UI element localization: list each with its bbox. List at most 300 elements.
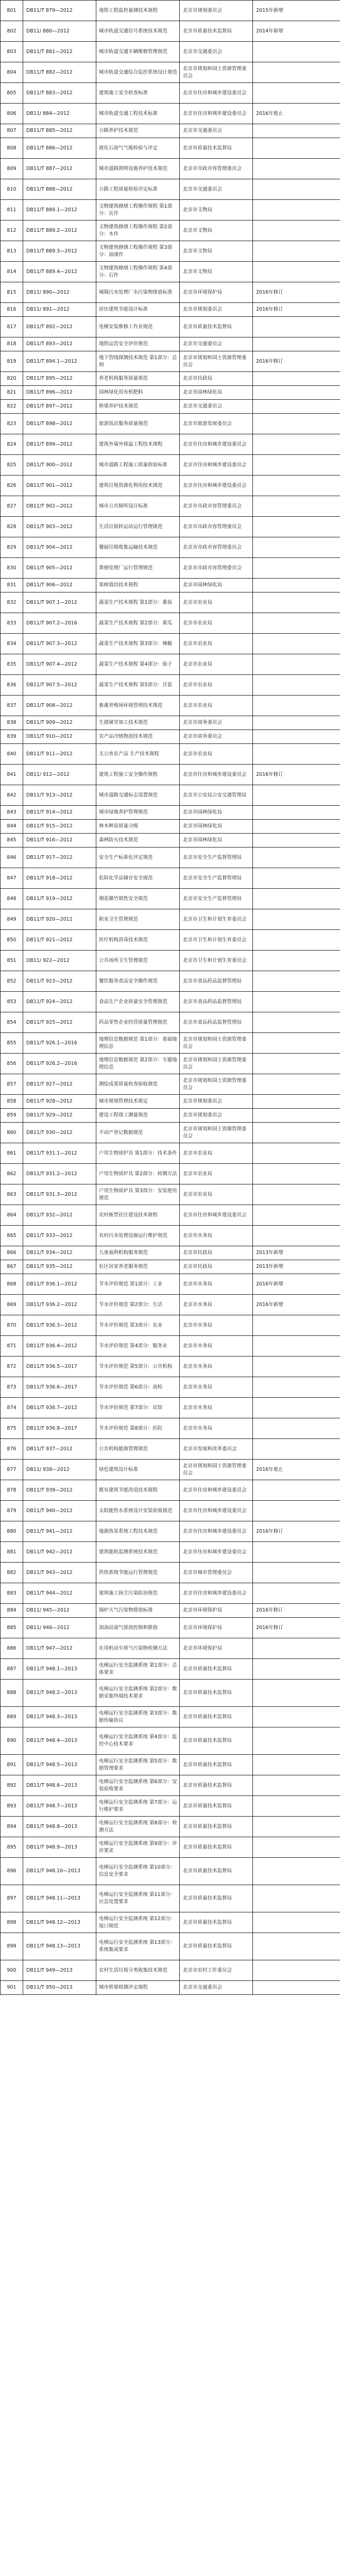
standard-title: 电梯运行安全监测系统 第6部分：安装验收要求 — [96, 1775, 180, 1796]
standard-title: 城市道路工程施工质量检验标准 — [96, 455, 180, 476]
table-row — [1, 1796, 340, 1817]
standard-title: 户用生物质炉具 第3部分：安装使用规范 — [96, 1184, 180, 1205]
standard-code: DB11/T 889.2—2012 — [23, 221, 96, 241]
standard-code: DB11/T 892—2012 — [23, 317, 96, 337]
standard-code: DB11/T 907.3—2012 — [23, 634, 96, 654]
standard-title: 节水评价规范 第2部分：生活 — [96, 1295, 180, 1315]
responsible-department: 北京市环境保护局 — [180, 1618, 253, 1638]
responsible-department: 北京市卫生和计划生育委员会 — [180, 909, 253, 930]
table-row — [1, 386, 340, 400]
standard-code: DB11/T 936.8—2017 — [23, 1418, 96, 1439]
standard-code: DB11/T 926.1—2016 — [23, 1033, 96, 1054]
seq-number: 900 — [1, 1960, 23, 1981]
responsible-department: 北京市民政局 — [180, 1246, 253, 1260]
standard-code: DB11/T 895—2012 — [23, 372, 96, 386]
remark — [253, 951, 340, 971]
table-row — [1, 675, 340, 696]
table-row — [1, 496, 340, 517]
standard-code: DB11/T 889.3—2012 — [23, 241, 96, 262]
seq-number: 819 — [1, 351, 23, 372]
seq-number: 854 — [1, 1012, 23, 1033]
standard-title: 地铁运营安全评价规范 — [96, 337, 180, 351]
standard-code: DB11/ 946—2012 — [23, 1618, 96, 1638]
responsible-department: 北京市质量技术监督局 — [180, 1727, 253, 1755]
remark — [253, 634, 340, 654]
remark — [253, 868, 340, 889]
standard-code: DB11/T 948.2—2013 — [23, 1680, 96, 1707]
standard-title: 建筑垃圾资源化利用技术规范 — [96, 476, 180, 496]
standard-title: 建筑能耗监测系统技术规范 — [96, 1542, 180, 1563]
standard-code: DB11/T 924—2012 — [23, 992, 96, 1012]
remark — [253, 1184, 340, 1205]
seq-number: 839 — [1, 730, 23, 744]
standard-title: 无公害农产品 生产技术规程 — [96, 744, 180, 765]
seq-number: 852 — [1, 971, 23, 992]
seq-number: 837 — [1, 696, 23, 716]
remark — [253, 730, 340, 744]
standard-title: 建筑施工安全检查标准 — [96, 83, 180, 104]
standard-code: DB11/T 921—2012 — [23, 930, 96, 951]
table-row — [1, 1727, 340, 1755]
responsible-department: 北京市农业局 — [180, 592, 253, 613]
responsible-department: 北京市农业局 — [180, 1164, 253, 1184]
standard-code: DB11/T 907.1—2012 — [23, 592, 96, 613]
table-row — [1, 1638, 340, 1659]
table-row — [1, 1755, 340, 1775]
standard-title: 蔬菜生产技术规程 第4部分：茄子 — [96, 654, 180, 675]
seq-number: 806 — [1, 104, 23, 124]
responsible-department: 北京市交通委员会 — [180, 124, 253, 138]
seq-number: 884 — [1, 1604, 23, 1618]
remark: 2014年新增 — [253, 21, 340, 42]
seq-number: 831 — [1, 579, 23, 592]
standard-title: 电梯安装维修工作业规范 — [96, 317, 180, 337]
seq-number: 832 — [1, 592, 23, 613]
standard-title: 电梯运行安全监测系统 第11部分：应急处置要求 — [96, 1885, 180, 1912]
standard-code: DB11/T 908—2012 — [23, 696, 96, 716]
standard-code: DB11/T 889.4—2012 — [23, 262, 96, 282]
responsible-department: 北京市住房和城乡建设委员会 — [180, 765, 253, 785]
standard-title: 社区居家养老服务规范 — [96, 1260, 180, 1274]
standard-title: 电梯运行安全监测系统 第3部分：数据传输协议 — [96, 1707, 180, 1727]
table-row — [1, 1618, 340, 1638]
seq-number: 896 — [1, 1858, 23, 1885]
seq-number: 859 — [1, 1109, 23, 1123]
seq-number: 901 — [1, 1981, 23, 1995]
responsible-department: 北京市住房和城乡建设委员会 — [180, 1205, 253, 1226]
remark — [253, 372, 340, 386]
remark — [253, 1143, 340, 1164]
seq-number: 862 — [1, 1164, 23, 1184]
table-row — [1, 337, 340, 351]
responsible-department: 北京市园林绿化局 — [180, 386, 253, 400]
standard-code: DB11/T 948.4—2013 — [23, 1727, 96, 1755]
table-row — [1, 1501, 340, 1521]
table-row — [1, 1418, 340, 1439]
remark — [253, 1858, 340, 1885]
standard-code: DB11/T 929—2012 — [23, 1109, 96, 1123]
standard-title: 加油站油气排放控制和限值 — [96, 1618, 180, 1638]
table-row — [1, 889, 340, 909]
standard-title: 测绘成果质量检查验收规范 — [96, 1074, 180, 1095]
remark — [253, 1398, 340, 1418]
standard-code: DB11/T 949—2013 — [23, 1960, 96, 1981]
seq-number: 856 — [1, 1054, 23, 1074]
seq-number: 824 — [1, 434, 23, 455]
standard-code: DB11/T 936.2—2012 — [23, 1295, 96, 1315]
seq-number: 866 — [1, 1246, 23, 1260]
table-row — [1, 517, 340, 537]
standard-title: 文物建筑修缮工程操作规程 第3部分：油漆作 — [96, 241, 180, 262]
remark — [253, 434, 340, 455]
standard-title: 文物建筑修缮工程操作规程 第4部分：石作 — [96, 262, 180, 282]
standard-title: 电梯运行安全监测系统 第9部分：评价要求 — [96, 1837, 180, 1858]
standard-code: DB11/T 942—2012 — [23, 1542, 96, 1563]
standard-title: 城市轨道交通工程技术标准 — [96, 104, 180, 124]
standard-title: 城市道路照明设施养护技术规范 — [96, 159, 180, 179]
standard-code: DB11/T 907.2—2016 — [23, 613, 96, 634]
responsible-department: 北京市规划和国土资源管理委员会 — [180, 62, 253, 83]
responsible-department: 北京市城市管理委员会 — [180, 1563, 253, 1583]
seq-number: 886 — [1, 1638, 23, 1659]
seq-number: 817 — [1, 317, 23, 337]
standard-title: 危险化学品储存安全规范 — [96, 868, 180, 889]
standard-code: DB11/T 936.3—2012 — [23, 1315, 96, 1336]
table-row — [1, 455, 340, 476]
seq-number: 870 — [1, 1315, 23, 1336]
responsible-department: 北京市水务局 — [180, 1226, 253, 1246]
remark — [253, 1796, 340, 1817]
table-row — [1, 104, 340, 124]
standard-code: DB11/T 939—2012 — [23, 1480, 96, 1501]
remark — [253, 124, 340, 138]
table-row — [1, 558, 340, 579]
responsible-department: 北京市住房和城乡建设委员会 — [180, 1501, 253, 1521]
seq-number: 829 — [1, 537, 23, 558]
table-row — [1, 62, 340, 83]
standard-code: DB11/T 935—2012 — [23, 1260, 96, 1274]
standard-code: DB11/T 881—2012 — [23, 42, 96, 62]
standard-title: 农村新型社区建设技术规程 — [96, 1205, 180, 1226]
standard-code: DB11/ 945—2012 — [23, 1604, 96, 1618]
seq-number: 833 — [1, 613, 23, 634]
standard-code: DB11/T 910—2012 — [23, 730, 96, 744]
responsible-department: 北京市园林绿化局 — [180, 579, 253, 592]
responsible-department: 北京市安全生产监督管理局 — [180, 848, 253, 868]
standard-code: DB11/T 906—2012 — [23, 579, 96, 592]
table-row — [1, 579, 340, 592]
responsible-department: 北京市交通委员会 — [180, 337, 253, 351]
standard-title: 旅游饭店服务质量规范 — [96, 414, 180, 434]
table-row — [1, 806, 340, 820]
remark — [253, 496, 340, 517]
seq-number: 811 — [1, 200, 23, 221]
responsible-department: 北京市市政市容管理委员会 — [180, 496, 253, 517]
seq-number: 834 — [1, 634, 23, 654]
responsible-department: 北京市农业局 — [180, 1143, 253, 1164]
seq-number: 809 — [1, 159, 23, 179]
standard-title: 生活垃圾转运站运行管理规范 — [96, 517, 180, 537]
responsible-department: 北京市规划和国土资源管理委员会 — [180, 1054, 253, 1074]
table-row — [1, 1260, 340, 1274]
standard-title: 城市轨道交通信号系统技术规范 — [96, 21, 180, 42]
table-row — [1, 159, 340, 179]
responsible-department: 北京市住房和城乡建设委员会 — [180, 476, 253, 496]
remark — [253, 337, 340, 351]
standard-title: 建筑施工扬尘污染防治规范 — [96, 1583, 180, 1604]
standard-title: 电梯运行安全监测系统 第1部分：总体要求 — [96, 1659, 180, 1680]
table-row — [1, 372, 340, 386]
responsible-department: 北京市交通委员会 — [180, 42, 253, 62]
standard-title: 供热系统节能运行管理规范 — [96, 1563, 180, 1583]
remark — [253, 1755, 340, 1775]
table-row — [1, 83, 340, 104]
seq-number: 851 — [1, 951, 23, 971]
standard-code: DB11/T 923—2012 — [23, 971, 96, 992]
table-row — [1, 730, 340, 744]
responsible-department: 北京市农业局 — [180, 675, 253, 696]
responsible-department: 北京市环境保护局 — [180, 282, 253, 303]
standard-code: DB11/T 936.6—2017 — [23, 1377, 96, 1398]
remark — [253, 517, 340, 537]
standard-code: DB11/T 930—2012 — [23, 1123, 96, 1143]
standard-code: DB11/T 905—2012 — [23, 558, 96, 579]
responsible-department: 北京市文物局 — [180, 221, 253, 241]
responsible-department: 北京市质量技术监督局 — [180, 1775, 253, 1796]
remark — [253, 1933, 340, 1960]
seq-number: 835 — [1, 654, 23, 675]
remark: 2016年修订 — [253, 1521, 340, 1542]
table-row — [1, 1074, 340, 1095]
standard-code: DB11/T 920—2012 — [23, 909, 96, 930]
responsible-department: 北京市规划和国土资源管理委员会 — [180, 351, 253, 372]
responsible-department: 北京市市政市容管理委员会 — [180, 517, 253, 537]
standard-title: 节水评价规范 第3部分：农业 — [96, 1315, 180, 1336]
standard-title: 烟花爆竹销售安全规范 — [96, 889, 180, 909]
remark — [253, 1095, 340, 1109]
seq-number: 823 — [1, 414, 23, 434]
seq-number: 848 — [1, 889, 23, 909]
standard-title: 节水评价规范 第6部分：高校 — [96, 1377, 180, 1398]
standard-title: 户用生物质炉具 第2部分：检测方法 — [96, 1164, 180, 1184]
seq-number: 820 — [1, 372, 23, 386]
remark — [253, 42, 340, 62]
table-row — [1, 716, 340, 730]
standard-title: 地理信息数据规范 第1部分：基础地理信息 — [96, 1033, 180, 1054]
standard-code: DB11/T 883—2012 — [23, 83, 96, 104]
seq-number: 883 — [1, 1583, 23, 1604]
responsible-department: 北京市住房和城乡建设委员会 — [180, 1480, 253, 1501]
remark — [253, 1817, 340, 1837]
responsible-department: 北京市园林绿化局 — [180, 834, 253, 848]
table-row — [1, 282, 340, 303]
standard-title: 文物建筑修缮工程操作规程 第1部分：瓦作 — [96, 200, 180, 221]
standard-code: DB11/T 936.7—2012 — [23, 1398, 96, 1418]
seq-number: 872 — [1, 1357, 23, 1377]
table-row — [1, 696, 340, 716]
remark — [253, 785, 340, 806]
seq-number: 846 — [1, 848, 23, 868]
seq-number: 893 — [1, 1796, 23, 1817]
seq-number: 804 — [1, 62, 23, 83]
standard-code: DB11/T 888—2012 — [23, 179, 96, 200]
remark: 2013年新增 — [253, 1246, 340, 1260]
standard-code: DB11/T 940—2012 — [23, 1501, 96, 1521]
seq-number: 892 — [1, 1775, 23, 1796]
table-row — [1, 909, 340, 930]
standard-title: 食品生产企业质量安全管理规范 — [96, 992, 180, 1012]
table-row — [1, 1604, 340, 1618]
responsible-department: 北京市规划和国土资源管理委员会 — [180, 1033, 253, 1054]
seq-number: 868 — [1, 1274, 23, 1295]
responsible-department: 北京市农业局 — [180, 613, 253, 634]
responsible-department: 北京市安全生产监督管理局 — [180, 889, 253, 909]
seq-number: 821 — [1, 386, 23, 400]
remark — [253, 930, 340, 951]
seq-number: 802 — [1, 21, 23, 42]
remark: 2016年修订 — [253, 282, 340, 303]
responsible-department: 北京市水务局 — [180, 1398, 253, 1418]
responsible-department: 北京市农业局 — [180, 654, 253, 675]
seq-number: 860 — [1, 1123, 23, 1143]
seq-number: 877 — [1, 1460, 23, 1480]
responsible-department: 北京市文物局 — [180, 262, 253, 282]
standard-code: DB11/T 909—2012 — [23, 716, 96, 730]
table-row — [1, 1012, 340, 1033]
standard-code: DB11/T 896—2012 — [23, 386, 96, 400]
seq-number: 891 — [1, 1755, 23, 1775]
remark — [253, 834, 340, 848]
standard-code: DB11/T 944—2012 — [23, 1583, 96, 1604]
table-row — [1, 1817, 340, 1837]
seq-number: 844 — [1, 820, 23, 834]
table-row — [1, 179, 340, 200]
remark — [253, 909, 340, 930]
remark — [253, 400, 340, 414]
seq-number: 826 — [1, 476, 23, 496]
standard-title: 电梯运行安全监测系统 第4部分：监控中心技术要求 — [96, 1727, 180, 1755]
remark — [253, 820, 340, 834]
seq-number: 895 — [1, 1837, 23, 1858]
remark — [253, 1837, 340, 1858]
standard-code: DB11/T 948.11—2013 — [23, 1885, 96, 1912]
standard-code: DB11/ 880—2012 — [23, 21, 96, 42]
responsible-department: 北京市水务局 — [180, 1357, 253, 1377]
standard-code: DB11/ 891—2012 — [23, 303, 96, 317]
responsible-department: 北京市质量技术监督局 — [180, 138, 253, 159]
standard-title: 公路养护技术规范 — [96, 124, 180, 138]
table-row — [1, 317, 340, 337]
table-row — [1, 930, 340, 951]
standard-code: DB11/T 911—2012 — [23, 744, 96, 765]
standard-code: DB11/T 948.13—2013 — [23, 1933, 96, 1960]
table-row — [1, 1226, 340, 1246]
responsible-department: 北京市住房和城乡建设委员会 — [180, 104, 253, 124]
standard-code: DB11/T 933—2012 — [23, 1226, 96, 1246]
responsible-department: 北京市交通委员会 — [180, 400, 253, 414]
table-row — [1, 592, 340, 613]
standard-code: DB11/T 893—2012 — [23, 337, 96, 351]
table-row — [1, 1274, 340, 1295]
table-row — [1, 1109, 340, 1123]
table-row — [1, 1377, 340, 1398]
standard-title: 餐厨垃圾收集运输技术规范 — [96, 537, 180, 558]
table-row — [1, 1563, 340, 1583]
table-row — [1, 1858, 340, 1885]
standard-title: 蔬菜生产技术规程 第2部分：黄瓜 — [96, 613, 180, 634]
responsible-department: 北京市农业局 — [180, 634, 253, 654]
seq-number: 879 — [1, 1501, 23, 1521]
seq-number: 865 — [1, 1226, 23, 1246]
table-row — [1, 1981, 340, 1995]
standard-code: DB11/T 943—2012 — [23, 1563, 96, 1583]
remark — [253, 1205, 340, 1226]
seq-number: 818 — [1, 337, 23, 351]
table-row — [1, 1912, 340, 1933]
standard-code: DB11/T 907.4—2012 — [23, 654, 96, 675]
standard-title: 地下管线探测技术规范 第1部分：总则 — [96, 351, 180, 372]
seq-number: 889 — [1, 1707, 23, 1727]
responsible-department: 北京市住房和城乡建设委员会 — [180, 1521, 253, 1542]
responsible-department: 北京市质量技术监督局 — [180, 1885, 253, 1912]
responsible-department: 北京市规划委员会 — [180, 1109, 253, 1123]
standards-table-body — [1, 1, 340, 1995]
table-row — [1, 634, 340, 654]
remark — [253, 386, 340, 400]
remark — [253, 262, 340, 282]
standard-code: DB11/T 913—2012 — [23, 785, 96, 806]
seq-number: 805 — [1, 83, 23, 104]
standard-code: DB11/T 894.1—2012 — [23, 351, 96, 372]
table-row — [1, 1095, 340, 1109]
table-row — [1, 200, 340, 221]
seq-number: 876 — [1, 1439, 23, 1460]
remark — [253, 1885, 340, 1912]
remark — [253, 1074, 340, 1095]
responsible-department: 北京市质量技术监督局 — [180, 1837, 253, 1858]
table-row — [1, 1398, 340, 1418]
remark — [253, 806, 340, 820]
remark — [253, 1775, 340, 1796]
standard-title: 既有建筑节能改造技术规程 — [96, 1480, 180, 1501]
remark — [253, 1418, 340, 1439]
table-row — [1, 42, 340, 62]
responsible-department: 北京市质量技术监督局 — [180, 21, 253, 42]
standard-code: DB11/ 890—2012 — [23, 282, 96, 303]
remark — [253, 1912, 340, 1933]
seq-number: 888 — [1, 1680, 23, 1707]
seq-number: 861 — [1, 1143, 23, 1164]
seq-number: 803 — [1, 42, 23, 62]
remark — [253, 696, 340, 716]
standard-title: 电梯运行安全监测系统 第8部分：检测方法 — [96, 1817, 180, 1837]
standard-title: 蔬菜生产技术规程 第3部分：辣椒 — [96, 634, 180, 654]
standard-title: 城镇污水处理厂水污染物排放标准 — [96, 282, 180, 303]
standard-code: DB11/T 918—2012 — [23, 868, 96, 889]
remark — [253, 1727, 340, 1755]
responsible-department: 北京市质量技术监督局 — [180, 1933, 253, 1960]
seq-number: 867 — [1, 1260, 23, 1274]
responsible-department: 北京市民政局 — [180, 372, 253, 386]
remark — [253, 1501, 340, 1521]
seq-number: 878 — [1, 1480, 23, 1501]
standard-title: 农村污水处理设施运行维护规范 — [96, 1226, 180, 1246]
responsible-department: 北京市质量技术监督局 — [180, 1817, 253, 1837]
seq-number: 840 — [1, 744, 23, 765]
standard-title: 节水评价规范 第4部分：服务业 — [96, 1336, 180, 1357]
table-row — [1, 351, 340, 372]
standard-code: DB11/T 901—2012 — [23, 476, 96, 496]
